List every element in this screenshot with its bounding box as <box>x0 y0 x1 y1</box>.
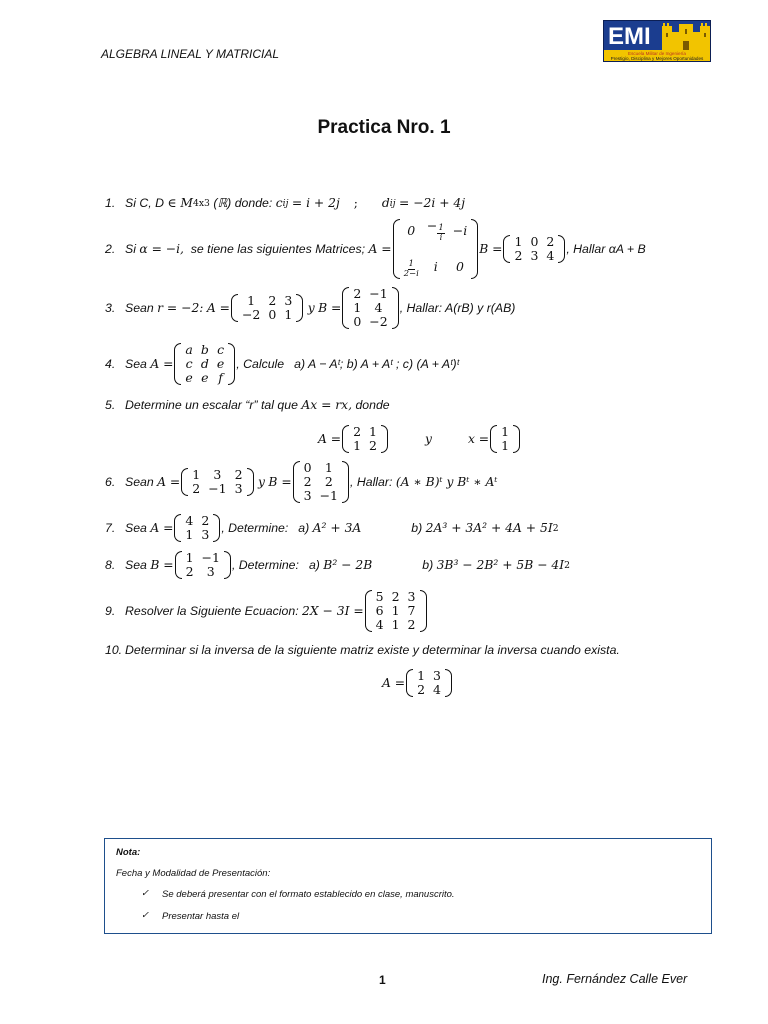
math-expr: Ax = rx, <box>301 398 353 412</box>
math-subscript: 4x3 <box>192 197 210 209</box>
problem-text: Resolver la Siguiente Ecuacion: <box>125 604 299 618</box>
matrix-B: 2 −1 1 4 0 −2 <box>342 287 398 329</box>
problem-text: , Determine: <box>221 521 289 535</box>
math-expr: B² − 2B <box>323 558 373 572</box>
math-expr: A = <box>157 475 181 489</box>
author: Ing. Fernández Calle Ever <box>542 972 688 986</box>
note-box <box>104 838 712 934</box>
problem-number: 9. <box>105 604 116 618</box>
problem-3 <box>105 284 515 332</box>
math-expr: = −2i + 4j <box>399 196 466 210</box>
problem-number: 2. <box>105 242 116 256</box>
matrix-M: 5 2 3 6 1 7 4 1 2 <box>365 590 427 632</box>
problem-7 <box>105 512 559 544</box>
problem-text: Determine un escalar “r” tal que <box>125 398 298 412</box>
problem-text: Sea <box>125 558 147 572</box>
math-expr: ∈ M <box>167 196 193 210</box>
page-number: 1 <box>379 973 386 987</box>
math-subscript: ij <box>389 197 396 209</box>
page-title: Practica Nro. 1 <box>317 117 451 138</box>
matrix-A: 2 1 1 2 <box>342 425 388 453</box>
problem-text: b) <box>422 558 434 572</box>
matrix-cell: − $\frac{1}{i}$ <box>426 218 444 243</box>
math-expr: B = <box>268 475 292 489</box>
matrix-B: 1 −1 2 3 <box>175 551 231 579</box>
problem-text: , Determine: <box>231 558 299 572</box>
vector-x: 1 1 <box>490 425 520 453</box>
matrix-A <box>393 219 479 279</box>
problem-text: b) <box>411 521 423 535</box>
math-expr: y <box>307 301 315 315</box>
problem-10-equation <box>382 668 453 698</box>
matrix-cell <box>400 249 423 279</box>
problem-text: Sean <box>125 301 154 315</box>
problem-5-equation <box>318 424 521 454</box>
note-bullet: Presentar hasta el <box>162 911 240 922</box>
math-expr: 2X − 3I = <box>302 604 364 618</box>
problem-text: , Hallar: A(rB) y r(AB) <box>399 301 516 315</box>
course-header: ALGEBRA LINEAL Y MATRICIAL <box>101 47 280 61</box>
logo-motto: Prestigio, Disciplina y Mejores Oportunidades <box>610 56 704 61</box>
math-expr: y <box>425 432 432 446</box>
matrix-cell: 0 <box>407 223 416 238</box>
math-expr: r = −2: <box>157 301 204 315</box>
note-label: Nota: <box>116 847 141 858</box>
math-expr: A = <box>150 357 174 371</box>
math-expr: d <box>381 196 390 210</box>
check-icon: ✓ <box>141 888 149 899</box>
problem-text: Sea <box>125 357 147 371</box>
matrix-B: 1 0 2 2 3 4 <box>503 235 565 263</box>
math-expr: B = <box>479 242 503 256</box>
matrix-A: 1 3 2 2 −1 3 <box>181 468 253 496</box>
problem-6 <box>105 458 497 506</box>
matrix-A: 1 2 3 −2 0 1 <box>231 294 303 322</box>
math-expr: B = <box>150 558 174 572</box>
problem-9 <box>105 587 428 635</box>
problem-text: , Hallar αA + B <box>566 242 646 256</box>
math-subscript: 2 <box>552 522 559 534</box>
problem-text: se tiene las siguientes Matrices; <box>190 242 366 256</box>
problem-8 <box>105 549 570 581</box>
matrix-A: 1 3 2 4 <box>406 669 452 697</box>
problem-text: Si <box>125 242 136 256</box>
problem-number: 1. <box>105 196 116 210</box>
emi-logo <box>603 20 711 62</box>
problem-text: a) <box>298 521 310 535</box>
math-expr: α = −i, <box>139 242 184 256</box>
problem-number: 8. <box>105 558 116 572</box>
math-expr: A = <box>368 242 392 256</box>
logo-subtitle: Escuela Militar de Ingeniería <box>628 51 686 56</box>
note-bullet: Se deberá presentar con el formato establecido en clase, manuscrito. <box>162 889 455 900</box>
matrix-cell: i <box>433 259 438 274</box>
problem-number: 10. <box>105 643 123 657</box>
math-expr: 3B³ − 2B² + 5B − 4I <box>436 558 565 572</box>
matrix-B: 0 1 2 2 3 −1 <box>293 461 349 503</box>
check-icon: ✓ <box>141 910 149 921</box>
math-expr: B = <box>318 301 342 315</box>
problem-text: a) A − Aᵗ; b) A + Aᵗ ; c) (A + Aᵗ)ᵗ <box>294 357 459 371</box>
problem-number: 5. <box>105 398 116 412</box>
problem-text: Determinar si la inversa de la siguiente matriz existe y determinar la inversa cuando exista. <box>125 643 620 657</box>
math-subscript: 2 <box>564 559 570 571</box>
problem-1 <box>105 196 465 210</box>
problem-text: Si C, D <box>125 196 164 210</box>
matrix-cell: −i <box>452 223 468 238</box>
problem-4 <box>105 340 459 388</box>
problem-number: 3. <box>105 301 116 315</box>
logo-text: EMI <box>608 23 651 50</box>
problem-2 <box>105 218 646 279</box>
fraction: $\frac{1}{2-i}$ <box>403 259 419 279</box>
problem-text: a) <box>308 558 320 572</box>
problem-text: , Calcule <box>236 357 285 371</box>
math-expr: 2A³ + 3A² + 4A + 5I <box>425 521 553 535</box>
math-subscript: ij <box>282 197 289 209</box>
problem-text: (ℝ) donde: <box>213 196 273 210</box>
problem-number: 7. <box>105 521 116 535</box>
matrix-cell: 0 <box>456 259 464 274</box>
problem-number: 4. <box>105 357 116 371</box>
math-expr: c <box>275 196 283 210</box>
castle-icon <box>662 23 710 52</box>
math-expr: A² + 3A <box>312 521 362 535</box>
math-expr: ; <box>353 196 358 210</box>
problem-number: 6. <box>105 475 116 489</box>
fraction: $\frac{1}{i}$ <box>438 223 444 243</box>
math-expr: A = <box>150 521 174 535</box>
problem-10 <box>105 643 620 657</box>
math-expr: (A ∗ B)ᵗ y Bᵗ ∗ Aᵗ <box>395 475 498 489</box>
matrix-A: a b c c d e e e f <box>174 343 235 385</box>
note-line: Fecha y Modalidad de Presentación: <box>116 868 271 879</box>
problem-text: , Hallar: <box>350 475 393 489</box>
math-expr: y <box>258 475 265 489</box>
math-expr: A = <box>382 676 406 690</box>
math-expr: A = <box>206 301 230 315</box>
math-expr: = i + 2j <box>291 196 340 210</box>
math-expr: x = <box>467 432 490 446</box>
math-expr: A = <box>318 432 342 446</box>
problem-text: Sean <box>125 475 154 489</box>
problem-5 <box>105 398 390 412</box>
problem-text: Sea <box>125 521 147 535</box>
matrix-A: 4 2 1 3 <box>174 514 220 542</box>
problem-text: donde <box>355 398 390 412</box>
